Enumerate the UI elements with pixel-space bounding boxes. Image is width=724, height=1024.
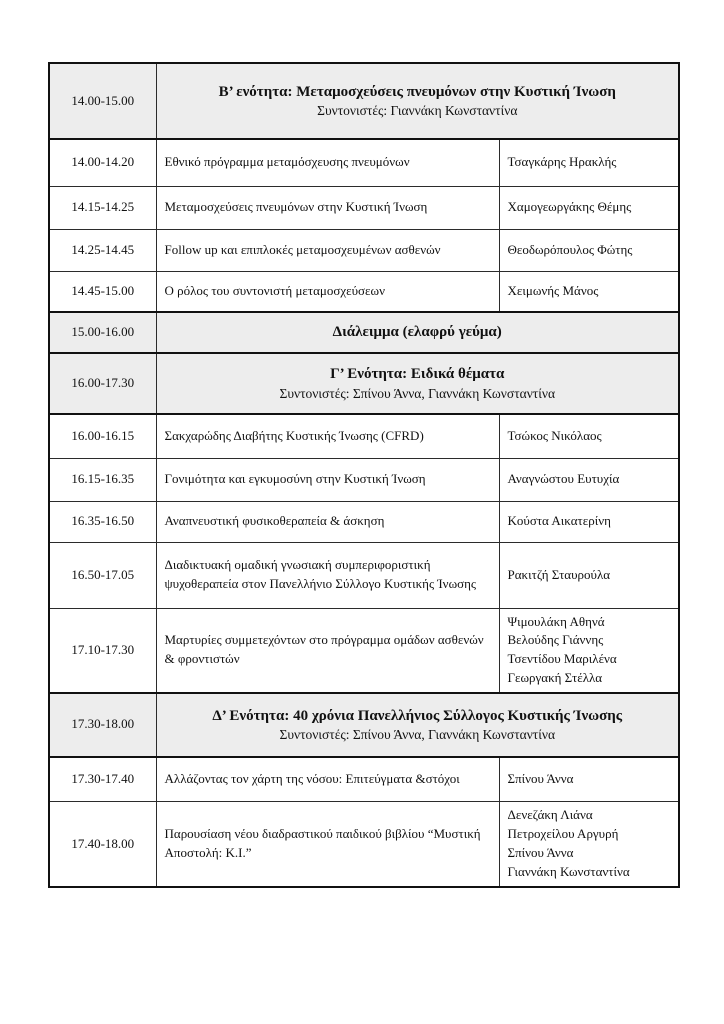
table-row bbox=[49, 414, 679, 458]
time-cell: 16.35-16.50 bbox=[49, 501, 156, 542]
time-cell: 16.50-17.05 bbox=[49, 542, 156, 608]
section-title: Γ’ Ενότητα: Ειδικά θέματα bbox=[330, 366, 505, 383]
time-cell: 14.25-14.45 bbox=[49, 229, 156, 271]
speaker-name: Τσεντίδου Μαριλένα bbox=[507, 651, 617, 667]
table-row bbox=[49, 458, 679, 501]
speaker-name: Δενεζάκη Λιάνα bbox=[507, 807, 593, 823]
table-row bbox=[49, 186, 679, 229]
speaker-cell bbox=[499, 229, 679, 271]
speaker-cell bbox=[499, 757, 679, 802]
time-cell: 17.10-17.30 bbox=[49, 608, 156, 693]
topic-cell: Παρουσίαση νέου διαδραστικού παιδικού βιβλίου “Μυστική Αποστολή: Κ.Ι.” bbox=[156, 802, 499, 887]
table-row bbox=[49, 139, 679, 186]
speaker-name: Ψιμουλάκη Αθηνά bbox=[507, 613, 605, 629]
topic-cell: Γονιμότητα και εγκυμοσύνη στην Κυστική Ίνωση bbox=[156, 458, 499, 501]
speaker-cell bbox=[499, 139, 679, 186]
topic-cell: Διαδικτυακή ομαδική γνωσιακή συμπεριφοριστική ψυχοθεραπεία στον Πανελλήνιο Σύλλογο Κυστικής Ίνωσης bbox=[156, 542, 499, 608]
speaker-name: Αναγνώστου Ευτυχία bbox=[507, 471, 620, 487]
table-row-section-d bbox=[49, 693, 679, 757]
speaker-cell bbox=[499, 542, 679, 608]
topic-cell: Αλλάζοντας τον χάρτη της νόσου: Επιτεύγματα &στόχοι bbox=[156, 757, 499, 802]
speaker-name: Γεωργακή Στέλλα bbox=[507, 670, 603, 686]
time-cell: 15.00-16.00 bbox=[49, 312, 156, 353]
speaker-cell bbox=[499, 802, 679, 887]
topic-cell: Εθνικό πρόγραμμα μεταμόσχευσης πνευμόνων bbox=[156, 139, 499, 186]
speaker-name: Θεοδωρόπουλος Φώτης bbox=[507, 241, 633, 257]
section-coordinators: Συντονιστές: Σπίνου Άννα, Γιαννάκη Κωνσταντίνα bbox=[279, 385, 556, 401]
section-cell bbox=[156, 353, 679, 414]
time-cell: 14.00-14.20 bbox=[49, 139, 156, 186]
speaker-name: Σπίνου Άννα bbox=[507, 845, 574, 861]
speaker-name: Γιαννάκη Κωνσταντίνα bbox=[507, 863, 630, 879]
speaker-name: Πετροχείλου Αργυρή bbox=[507, 826, 619, 842]
table-row bbox=[49, 802, 679, 887]
table-row-section-c bbox=[49, 353, 679, 414]
speaker-name: Βελούδης Γιάννης bbox=[507, 632, 604, 648]
break-cell bbox=[156, 312, 679, 353]
break-title: Διάλειμμα (ελαφρύ γεύμα) bbox=[332, 324, 502, 341]
table-row bbox=[49, 542, 679, 608]
speaker-name: Κούστα Αικατερίνη bbox=[507, 513, 611, 529]
table-row bbox=[49, 271, 679, 312]
time-cell: 17.40-18.00 bbox=[49, 802, 156, 887]
time-cell: 14.15-14.25 bbox=[49, 186, 156, 229]
section-coordinators: Συντονιστές: Σπίνου Άννα, Γιαννάκη Κωνσταντίνα bbox=[279, 726, 556, 742]
speaker-cell bbox=[499, 458, 679, 501]
time-cell: 16.00-16.15 bbox=[49, 414, 156, 458]
time-cell: 14.45-15.00 bbox=[49, 271, 156, 312]
table-row bbox=[49, 229, 679, 271]
table-row-break bbox=[49, 312, 679, 353]
time-cell: 16.00-17.30 bbox=[49, 353, 156, 414]
table-row bbox=[49, 757, 679, 802]
section-cell bbox=[156, 693, 679, 757]
speaker-name: Χαμογεωργάκης Θέμης bbox=[507, 199, 632, 215]
speaker-name: Σπίνου Άννα bbox=[507, 771, 574, 787]
speaker-name: Ρακιτζή Σταυρούλα bbox=[507, 566, 611, 582]
section-title: Β’ ενότητα: Μεταμοσχεύσεις πνευμόνων στην Κυστική Ίνωση bbox=[218, 83, 616, 100]
section-coordinators: Συντονιστές: Γιαννάκη Κωνσταντίνα bbox=[317, 103, 518, 119]
time-cell: 16.15-16.35 bbox=[49, 458, 156, 501]
section-title: Δ’ Ενότητα: 40 χρόνια Πανελλήνιος Σύλλογος Κυστικής Ίνωσης bbox=[212, 707, 623, 724]
speaker-cell bbox=[499, 186, 679, 229]
table-row-section-b bbox=[49, 63, 679, 139]
speaker-cell bbox=[499, 501, 679, 542]
speaker-cell bbox=[499, 414, 679, 458]
time-cell: 17.30-18.00 bbox=[49, 693, 156, 757]
speaker-name: Τσαγκάρης Ηρακλής bbox=[507, 154, 617, 170]
time-cell: 17.30-17.40 bbox=[49, 757, 156, 802]
table-row bbox=[49, 608, 679, 693]
time-cell: 14.00-15.00 bbox=[49, 63, 156, 139]
topic-cell: Σακχαρώδης Διαβήτης Κυστικής Ίνωσης (CFRD) bbox=[156, 414, 499, 458]
speaker-cell bbox=[499, 271, 679, 312]
topic-cell: Μαρτυρίες συμμετεχόντων στο πρόγραμμα ομάδων ασθενών & φροντιστών bbox=[156, 608, 499, 693]
table-row bbox=[49, 501, 679, 542]
speaker-name: Τσώκος Νικόλαος bbox=[507, 427, 602, 443]
topic-cell: Follow up και επιπλοκές μεταμοσχευμένων ασθενών bbox=[156, 229, 499, 271]
topic-cell: Μεταμοσχεύσεις πνευμόνων στην Κυστική Ίνωση bbox=[156, 186, 499, 229]
speaker-name: Χειμωνής Μάνος bbox=[507, 282, 599, 298]
topic-cell: Ο ρόλος του συντονιστή μεταμοσχεύσεων bbox=[156, 271, 499, 312]
program-schedule-table bbox=[48, 62, 680, 888]
speaker-cell bbox=[499, 608, 679, 693]
section-cell bbox=[156, 63, 679, 139]
topic-cell: Αναπνευστική φυσικοθεραπεία & άσκηση bbox=[156, 501, 499, 542]
